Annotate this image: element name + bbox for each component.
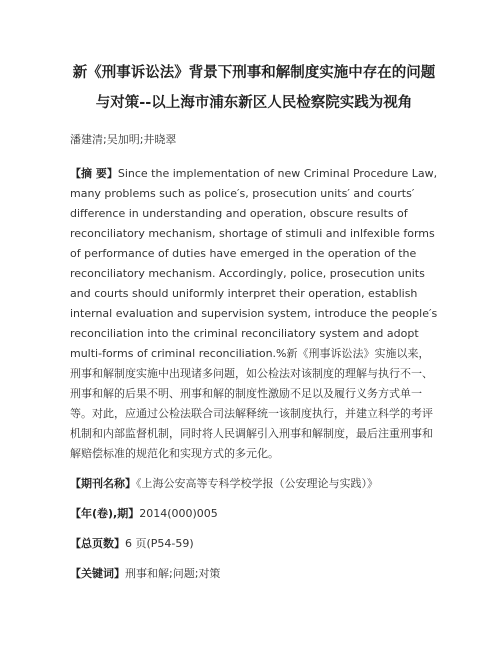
page-count-label: 【总页数】 bbox=[70, 537, 125, 550]
keywords-label: 【关键词】 bbox=[70, 567, 125, 580]
journal-name-label: 【期刊名称】 bbox=[70, 477, 136, 490]
authors: 潘建清;吴加明;井晓翠 bbox=[70, 133, 177, 146]
page-count-field bbox=[70, 534, 438, 554]
keywords-value: 刑事和解;问题;对策 bbox=[125, 567, 221, 580]
abstract bbox=[70, 164, 438, 464]
volume-issue-label: 【年(卷),期】 bbox=[70, 507, 140, 520]
journal-name-field bbox=[70, 474, 438, 494]
abstract-label: 【摘 要】 bbox=[70, 167, 118, 180]
paper-title: 新《刑事诉讼法》背景下刑事和解制度实施中存在的问题与对策--以上海市浦东新区人民检察院实践为视角 bbox=[72, 65, 436, 111]
volume-issue-value: 2014(000)005 bbox=[139, 507, 218, 520]
keywords-field bbox=[70, 564, 438, 584]
abstract-text: Since the implementation of new Criminal Procedure Law, many problems such as police′s, prosecution units′ and courts′ difference in understanding and operation, obscure results of reconciliatory mechanism, shortage of stimuli and inlfexible forms of performance of duties have emerged in the operation of the reconciliatory mechanism. Accordingly, police, prosecution units and courts should uniformly interpret their operation, establish internal evaluation and supervision system, introduce the people′s reconciliation into the criminal reconciliatory system and adopt multi-forms of criminal reconciliation.%新《刑事诉讼法》实施以来，刑事和解制度实施中出现诸多问题，如公检法对该制度的理解与执行不一、刑事和解的后果不明、刑事和解的制度性激励不足以及履行义务方式单一等。对此，应通过公检法联合司法解释统一该制度执行，并建立科学的考评机制和内部监督机制，同时将人民调解引入刑事和解制度，最后注重刑事和解赔偿标准的规范化和实现方式的多元化。 bbox=[70, 167, 438, 460]
page-count-value: 6 页(P54-59) bbox=[125, 537, 194, 550]
volume-issue-field bbox=[70, 504, 438, 524]
journal-name-value: 《上海公安高等专科学校学报（公安理论与实践）》 bbox=[136, 477, 378, 490]
